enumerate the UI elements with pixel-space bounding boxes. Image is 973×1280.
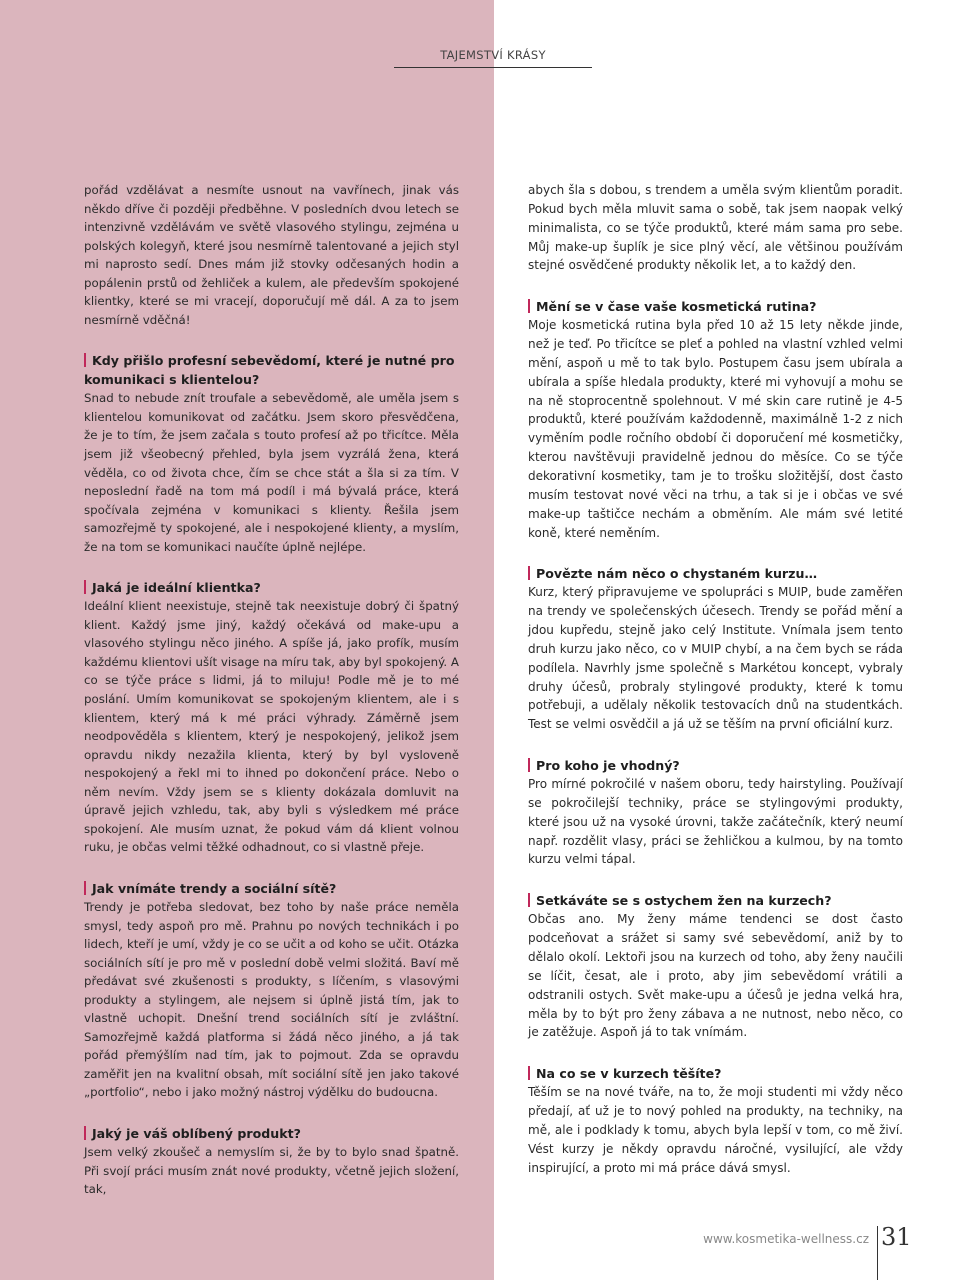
accent-bar bbox=[528, 566, 530, 580]
answer-paragraph: Ideální klient neexistuje, stejně tak neexistuje dobrý či špatný klient. Každý jsme jiný, každý očekává od make-upu a vlasového stylingu něco jiného. A spíše já, jako profík, musím každému klientovi ušít visage na míru tak, aby byl spokojený. A co se týče práce s lidmi, já to miluju! Podle mě je to mé poslání. Umím komunikovat se spokojeným klientem, ale i s klientem, který má k mé práci výhrady. Záměrně jsem neodpověděla s klientem, který je nespokojený, jelikož jsem opravdu nikdy nezažila klienta, který by byl vysloveně nespokojený a řekl mi to ihned po dokončení práce. Nebo o něm nevím. Vždy jsem se s klienty dokázala domluvit na úpravě jejich vzhledu, tak, aby byli s výsledkem mé práce spokojení. Ale musím uznat, že pokud vám dá klient volnou ruku, je občas velmi těžké odhadnout, co si vlastně přeje. bbox=[84, 599, 459, 855]
question-text: Na co se v kurzech těšíte? bbox=[536, 1066, 722, 1082]
question-heading bbox=[528, 756, 903, 775]
answer-paragraph: Těším se na nové tváře, na to, že moji studenti mi vždy něco předají, ať už je to nový pohled na produkty, na techniky, na mě, ale i podklady k tomu, abych byla lepší v tom, co mě živí. Vést kurzy je někdy opravdu náročné, vysilující, ale vždy inspirující, a proto mi má práce dává smysl. bbox=[528, 1085, 903, 1175]
question-text: Jak vnímáte trendy a sociální sítě? bbox=[92, 880, 337, 896]
question-text: Pro koho je vhodný? bbox=[536, 758, 680, 774]
question-text: Jaký je váš oblíbený produkt? bbox=[92, 1125, 301, 1141]
accent-bar bbox=[528, 1066, 530, 1080]
question-text: Mění se v čase vaše kosmetická rutina? bbox=[536, 299, 817, 315]
answer-paragraph: Snad to nebude znít troufale a sebevědomě, ale uměla jsem s klientelou komunikovat od začátku. Jsem skoro přesvědčena, že je to tím, že jsem začala s touto profesí až po třicítce. Měla jsem již všeobecný přehled, byla jsem vyzrálá žena, která věděla, co od života chce, čím se chce stát a šla si za tím. V neposlední řadě na tom má podíl i má bývalá práce, která spočívala zejména v komunikaci s klienty. Řešila jsem samozřejmě ty spokojené, ale i nespokojené klienty, a myslím, že na tom se komunikaci naučíte úplně nejlépe. bbox=[84, 391, 459, 554]
answer-paragraph: Moje kosmetická rutina byla před 10 až 15 lety někde jinde, než je teď. Po třicítce se pleť a pohled na vlastní vzhled velmi mění, aspoň u mě to tak bylo. Postupem času jsem ubírala a ubírala a spíše hledala produkty, které mi vyhovují a mohu se na ně stoprocentně spolehnout. V mé skin care rutině je 4-5 produktů, které používám každodenně, maximálně 1-2 z nich vyměním podle ročního období či doporučení mé kosmetičky, kterou navštěvuji pravidelně jednou do měsíce. Co se týče dekorativní kosmetiky, tam je to trošku složitější, dost často musím testovat nové věci na trhu, a tak si je i občas ve své make-up taštičce nechám a obměním. Ale mám své letité koně, které neměním. bbox=[528, 318, 903, 540]
accent-bar bbox=[84, 881, 86, 895]
answer-paragraph: Pro mírné pokročilé v našem oboru, tedy hairstyling. Používají se pokročilejší techniky, práce se stylingovými produkty, které jsou už na vysoké úrovni, takže začátečník, který neumí např. rozdělit vlasy, práci se žehličkou a kulmou, by na tomto kurzu velmi tápal. bbox=[528, 777, 903, 867]
section-label: TAJEMSTVÍ KRÁSY bbox=[440, 48, 546, 62]
question-heading bbox=[84, 879, 459, 898]
right-intro-paragraph: abych šla s dobou, s trendem a uměla svým klientům poradit. Pokud bych měla mluvit sama o sobě, tak jsem naopak velký minimalista, co se týče produktů, které mám sama pro sebe. Můj make-up šuplík je sice plný věcí, ale většinou používám stejné osvědčené produkty několik let, a to každý den. bbox=[528, 183, 903, 273]
question-heading bbox=[84, 578, 459, 597]
accent-bar bbox=[528, 299, 530, 313]
question-text: Jaká je ideální klientka? bbox=[92, 580, 261, 596]
accent-bar bbox=[528, 893, 530, 907]
question-heading bbox=[528, 1064, 903, 1083]
question-heading bbox=[84, 1124, 459, 1143]
question-text: Kdy přišlo profesní sebevědomí, které je nutné pro komunikaci s klientelou? bbox=[84, 353, 455, 388]
question-heading bbox=[84, 351, 459, 389]
answer-paragraph: Trendy je potřeba sledovat, bez toho by naše práce neměla smysl, tedy aspoň pro mě. Prahnu po nových technikách i po lidech, kteří je umí, vždy je co se učit a od koho se učit. Otázka sociálních sítí je pro mě v poslední době velmi složitá. Baví mě předávat své zkušenosti s produkty, s líčením, s vlasovými produkty a stylingem, ale nejsem si úplně jistá tím, jak to vlastně uchopit. Dnešní trend sociálních sítí je zvláštní. Samozřejmě každá platforma si žádá něco jiného, a já tak pořád přemýšlím nad tím, jak to pojmout. Zda se opravdu zaměřit jen na kvalitní obsah, mít sociální sítě jen jako takové „portfolio“, nebo i jako možný nástroj výdělku do budoucna. bbox=[84, 899, 459, 1100]
question-text: Povězte nám něco o chystaném kurzu… bbox=[536, 566, 818, 582]
question-text: Setkáváte se s ostychem žen na kurzech? bbox=[536, 893, 832, 909]
question-heading bbox=[528, 564, 903, 583]
left-intro-paragraph: pořád vzdělávat a nesmíte usnout na vavřínech, jinak vás někdo dříve či později předběhne. V posledních dvou letech se intenzivně vzdělávám ve světě vlasového stylingu, zejména u polských kolegyň, které jsou nesmírně talentované a jejich styl mi naprosto sedí. Dnes mám již stovky odčesaných hodin a popálenin prstů od žehliček a kulem, ale především spokojené klientky, které se mi vracejí, doporučují mě dál. A za to jsem nesmírně vděčná! bbox=[84, 183, 459, 327]
answer-paragraph: Občas ano. My ženy máme tendenci se dost často podceňovat a srážet si samy své sebevědomí, aniž by to dělalo okolí. Lektoři jsou na kurzech od toho, aby ženy naučili se líčit, česat, ale i proto, aby jim sebevědomí vrátili a odstranili ostych. Svět make-upu a účesů je jedna velká hra, měla by to být pro ženy zábava a ne nutnost, nebo něco, co je zatěžuje. Aspoň já to tak vnímám. bbox=[528, 912, 903, 1040]
footer-url: www.kosmetika-wellness.cz bbox=[703, 1232, 869, 1246]
section-rule bbox=[394, 67, 592, 68]
accent-bar bbox=[528, 758, 530, 772]
accent-bar bbox=[84, 1126, 86, 1140]
left-column bbox=[84, 181, 459, 1199]
right-column bbox=[528, 181, 903, 1177]
question-heading bbox=[528, 297, 903, 316]
accent-bar bbox=[84, 353, 86, 367]
footer-rule bbox=[877, 1226, 878, 1280]
accent-bar bbox=[84, 580, 86, 594]
answer-paragraph: Jsem velký zkoušeč a nemyslím si, že by to bylo snad špatně. Při svojí práci musím znát nové produkty, včetně jejich složení, tak, bbox=[84, 1144, 459, 1197]
answer-paragraph: Kurz, který připravujeme ve spolupráci s MUIP, bude zaměřen na trendy ve společenských účesech. Trendy se pořád mění a jdou kupředu, stejně jako celý Institute. Vnímala jsem tento druh kurzu jako něco, co v MUIP chybí, a na čem bych se ráda podílela. Navrhly jsme společně s Markétou koncept, vybraly druhy účesů, probraly stylingové produkty, které k tomu potřebuji, a udělaly několik testovacích dnů na studentkách. Test se velmi osvědčil a já už se těším na první oficiální kurz. bbox=[528, 585, 903, 732]
question-heading bbox=[528, 891, 903, 910]
page-number: 31 bbox=[881, 1223, 912, 1251]
